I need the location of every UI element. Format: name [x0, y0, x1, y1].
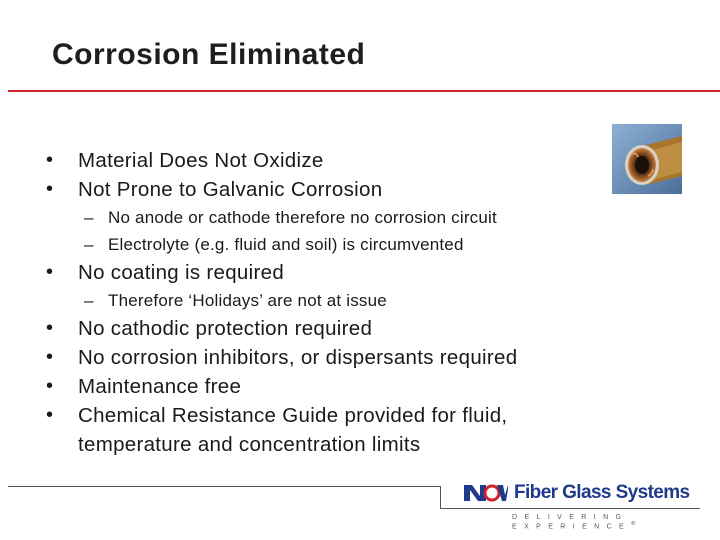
bullet-item — [44, 175, 604, 204]
bullet-marker: • — [46, 346, 54, 368]
bullet-item — [44, 343, 604, 372]
sub-bullet-item — [44, 231, 604, 258]
nov-logo-icon — [464, 483, 508, 503]
sub-bullet-marker: – — [84, 291, 94, 310]
bullet-item — [44, 401, 604, 459]
company-logo — [464, 481, 690, 505]
footer-divider-step — [440, 486, 441, 508]
logo-text: Fiber Glass Systems — [514, 482, 690, 503]
bullet-item — [44, 372, 604, 401]
sub-bullet-marker: – — [84, 235, 94, 254]
bullet-item — [44, 146, 604, 175]
footer-divider-right — [440, 508, 700, 509]
sub-bullet-item — [44, 204, 604, 231]
bullet-marker: • — [46, 404, 54, 426]
bullet-item — [44, 314, 604, 343]
bullet-list — [44, 146, 604, 459]
bullet-text: No corrosion inhibitors, or dispersants required — [78, 346, 518, 369]
tagline — [512, 514, 720, 530]
bullet-text: Maintenance free — [78, 375, 242, 398]
bullet-text: No cathodic protection required — [78, 317, 373, 340]
sub-bullet-marker: – — [84, 208, 94, 227]
title-divider — [8, 90, 720, 92]
bullet-marker: • — [46, 261, 54, 283]
sub-bullet-text: No anode or cathode therefore no corrosion circuit — [108, 208, 497, 227]
bullet-marker: • — [46, 317, 54, 339]
slide-title: Corrosion Eliminated — [52, 38, 366, 71]
bullet-text: No coating is required — [78, 261, 285, 284]
corroded-pipe-photo — [612, 124, 682, 194]
bullet-marker: • — [46, 375, 54, 397]
tagline-trademark: ® — [631, 521, 643, 527]
sub-bullet-item — [44, 287, 604, 314]
tagline-text: DELIVERING EXPERIENCE — [512, 514, 632, 531]
bullet-marker: • — [46, 149, 54, 171]
bullet-marker: • — [46, 178, 54, 200]
bullet-text: Material Does Not Oxidize — [78, 149, 324, 172]
sub-bullet-text: Therefore ‘Holidays’ are not at issue — [108, 291, 387, 310]
footer-divider — [8, 486, 440, 487]
bullet-text: Chemical Resistance Guide provided for fluid, temperature and concentration limits — [78, 404, 508, 456]
bullet-text: Not Prone to Galvanic Corrosion — [78, 178, 383, 201]
bullet-item — [44, 258, 604, 287]
sub-bullet-text: Electrolyte (e.g. fluid and soil) is circumvented — [108, 235, 464, 254]
